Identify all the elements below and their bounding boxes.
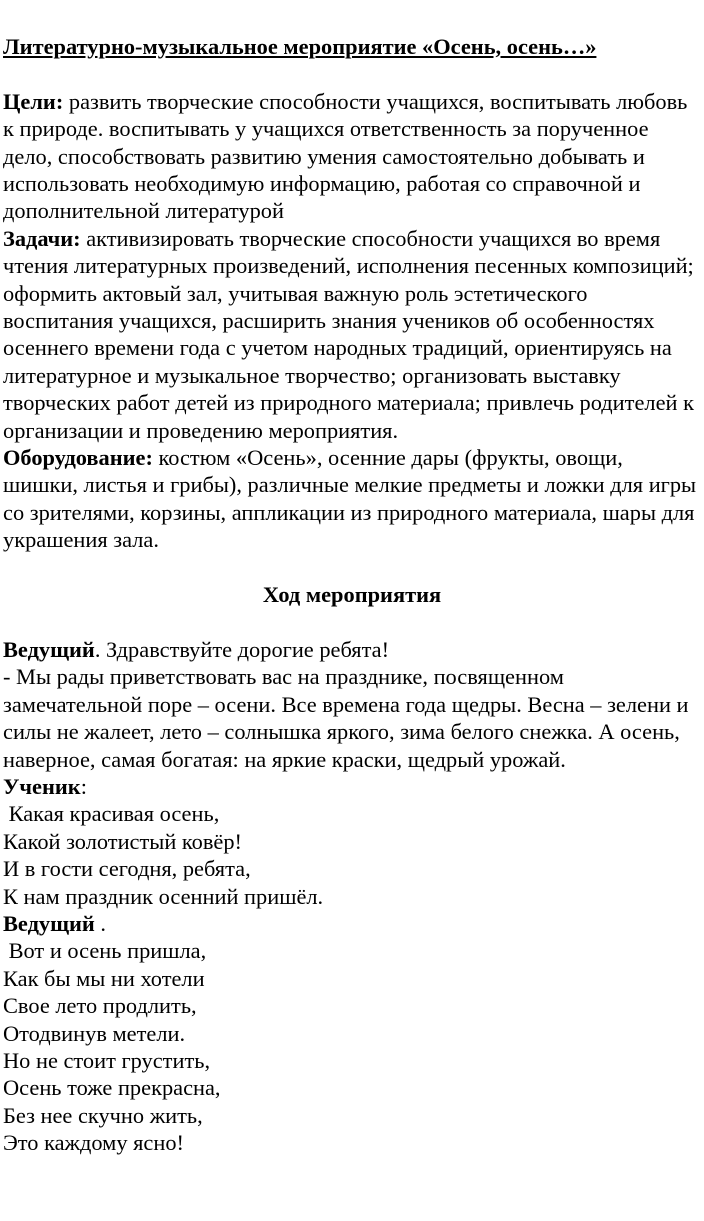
- blank-line: [3, 60, 701, 87]
- poem-line: Это каждому ясно!: [3, 1130, 185, 1156]
- poem-line: Свое лето продлить,: [3, 993, 197, 1019]
- section-heading: Ход мероприятия: [262, 582, 442, 608]
- host2-speaker-suffix: .: [94, 910, 107, 936]
- poem-line: Отодвинув метели.: [3, 1020, 186, 1046]
- student-speaker-suffix: :: [80, 773, 87, 799]
- host2-speaker-label: Ведущий: [3, 910, 95, 936]
- blank-line: [3, 554, 701, 581]
- student-speaker-line: [3, 773, 701, 800]
- document-title: Литературно-музыкальное мероприятие «Осень, осень…»: [3, 34, 597, 59]
- host-speech: - Мы рады приветствовать вас на празднике, посвященном замечательной поре – осени. Все времена года щедры. Весна – зелени и силы не жалеет, лето – солнышка яркого, зима белого снежка. А осень, наверное, самая богатая: на яркие краски, щедрый урожай.: [3, 664, 689, 772]
- tasks-paragraph: [3, 225, 701, 444]
- equipment-label: Оборудование:: [3, 445, 153, 471]
- host-greeting: [3, 636, 701, 663]
- host-speaker-label: Ведущий: [3, 636, 95, 662]
- student-poem: [3, 800, 701, 910]
- document-page: [3, 33, 701, 1157]
- poem-line: И в гости сегодня, ребята,: [3, 856, 251, 882]
- poem-line: Вот и осень пришла,: [3, 938, 207, 964]
- goals-label: Цели:: [3, 88, 64, 114]
- host-greeting-text: . Здравствуйте дорогие ребята!: [94, 636, 390, 662]
- host2-poem: [3, 937, 701, 1156]
- blank-line: [3, 609, 701, 636]
- host2-speaker-line: [3, 910, 701, 937]
- equipment-text: костюм «Осень», осенние дары (фрукты, овощи, шишки, листья и грибы), различные мелкие предметы и ложки для игры со зрителями, корзины, аппликации из природного материала, шары для украшения зала.: [3, 445, 697, 553]
- poem-line: Как бы мы ни хотели: [3, 965, 205, 991]
- poem-line: Но не стоит грустить,: [3, 1047, 211, 1073]
- goals-paragraph: [3, 88, 701, 225]
- poem-line: Какой золотистый ковёр!: [3, 828, 242, 854]
- poem-line: Без нее скучно жить,: [3, 1102, 203, 1128]
- poem-line: Какая красивая осень,: [3, 801, 220, 827]
- poem-line: Осень тоже прекрасна,: [3, 1075, 221, 1101]
- poem-line: К нам праздник осенний пришёл.: [3, 883, 324, 909]
- student-speaker-label: Ученик: [3, 773, 81, 799]
- goals-text: развить творческие способности учащихся, воспитывать любовь к природе. воспитывать у учащихся ответственность за порученное дело, способствовать развитию умения самостоятельно добывать и использовать необходимую информацию, работая со справочной и дополнительной литературой: [3, 88, 688, 224]
- tasks-label: Задачи:: [3, 225, 81, 251]
- tasks-text: активизировать творческие способности учащихся во время чтения литературных произведений, исполнения песенных композиций; оформить актовый зал, учитывая важную роль эстетического воспитания учащихся, расширить знания учеников об особенностях осеннего времени года с учетом народных традиций, ориентируясь на литературное и музыкальное творчество; организовать выставку творческих работ детей из природного материала; привлечь родителей к организации и проведению мероприятия.: [3, 225, 694, 443]
- equipment-paragraph: [3, 444, 701, 554]
